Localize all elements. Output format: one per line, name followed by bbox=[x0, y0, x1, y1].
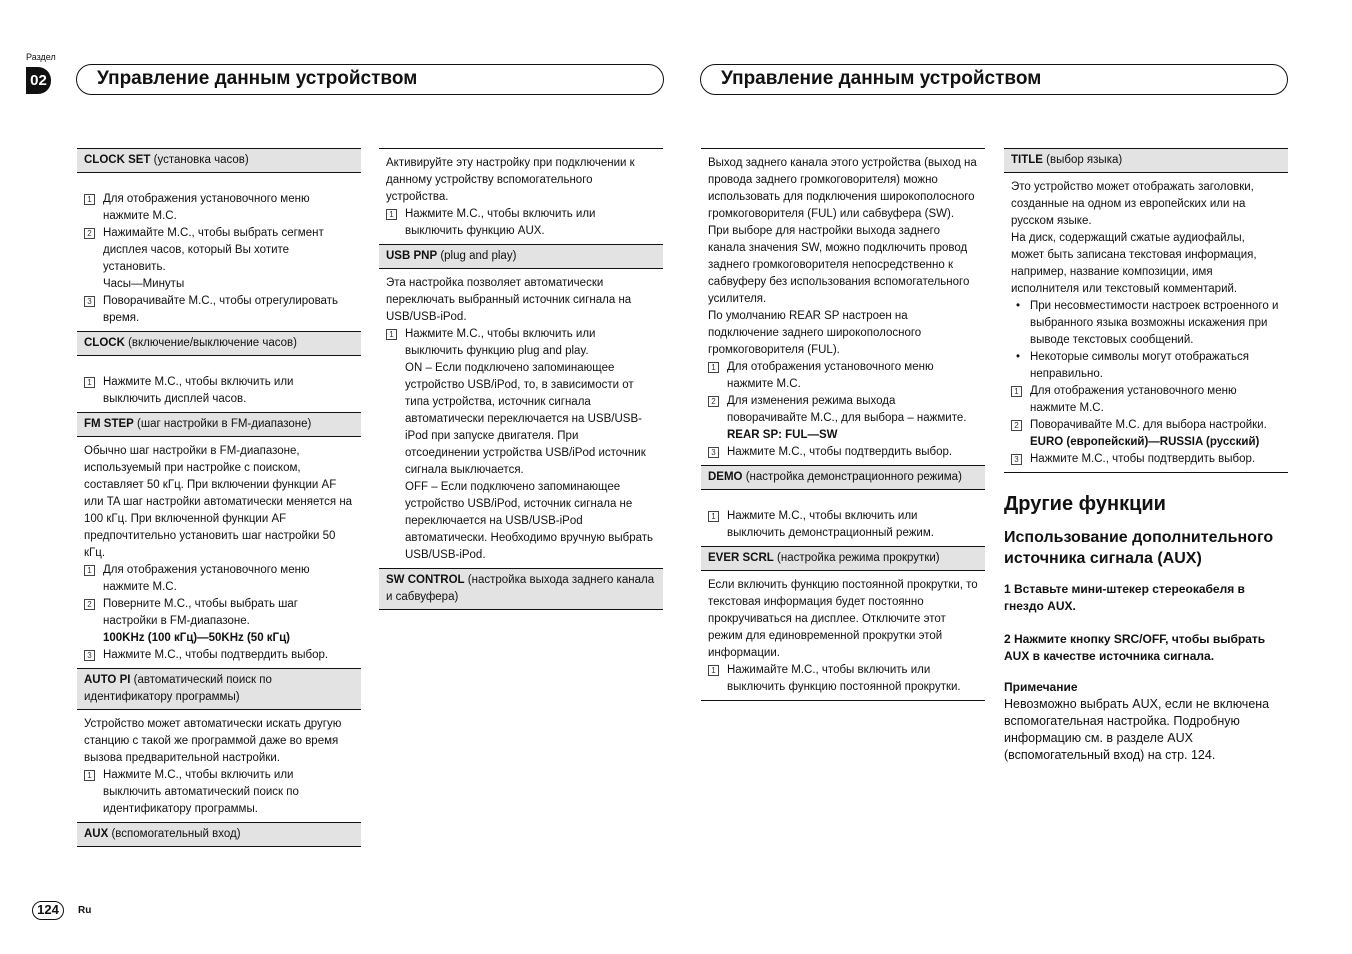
instruction-step-2: 2 Нажмите кнопку SRC/OFF, чтобы выбрать AUX в качестве источника сигнала. bbox=[1004, 632, 1266, 663]
option-on: ON – Если подключено запоминающее устройство USB/iPod, то, в зависимости от типа устройства, источник сигнала автоматически переключается на USB/USB-iPod при запуске двигателя. При отсоединении устройства USB/iPod источник сигнала выключается. bbox=[405, 362, 646, 476]
demo-body bbox=[701, 490, 985, 546]
step-item: 2 Поворачивайте M.C. для выбора настройки. bbox=[1011, 417, 1281, 434]
aux-body bbox=[379, 148, 663, 244]
note-text: Невозможно выбрать AUX, если не включена вспомогательная настройка. Подробную информацию см. в разделе AUX (вспомогательный вход) на стр. 124. bbox=[1004, 697, 1270, 762]
sw-control-body bbox=[701, 148, 985, 465]
language-code: Ru bbox=[78, 905, 92, 916]
step-option: 100KHz (100 кГц)—50KHz (50 кГц) bbox=[103, 632, 290, 644]
paragraph: По умолчанию REAR SP настроен на подключение заднего широкополосного громкоговорителя (FUL). bbox=[708, 310, 922, 356]
auto-pi-box: AUTO PI (автоматический поиск по идентификатору программы) bbox=[77, 668, 361, 710]
paragraph: На диск, содержащий сжатые аудиофайлы, может быть записана текстовая информация, например, название композиции, имя исполнителя или текстовый комментарий. bbox=[1011, 232, 1257, 295]
bullet-item: • При несовместимости настроек встроенного и выбранного языка возможны искажения при выводе текстовых сообщений. bbox=[1011, 298, 1281, 349]
column-1 bbox=[77, 148, 361, 847]
column-2 bbox=[379, 148, 663, 610]
clock-box: CLOCK (включение/выключение часов) bbox=[77, 331, 361, 356]
step-item: 3 Нажмите M.C., чтобы подтвердить выбор. bbox=[708, 444, 978, 461]
paragraph: Это устройство может отображать заголовки, созданные на одном из европейских или на русском языке. bbox=[1011, 181, 1254, 227]
column-3 bbox=[701, 148, 985, 701]
step-item: 3 Поворачивайте M.C., чтобы отрегулировать время. bbox=[84, 293, 354, 327]
step-item: 1 Нажмите M.C., чтобы включить или выключить функцию AUX. bbox=[386, 206, 656, 240]
title-box: TITLE (выбор языка) bbox=[1004, 148, 1288, 173]
clock-set-box: CLOCK SET (установка часов) bbox=[77, 148, 361, 173]
usb-pnp-box: USB PNP (plug and play) bbox=[379, 244, 663, 269]
fm-step-box: FM STEP (шаг настройки в FM-диапазоне) bbox=[77, 412, 361, 437]
paragraph: Если включить функцию постоянной прокрутки, то текстовая информация будет постоянно прокручиваться на дисплее. Отключите этот режим для единовременной прокрутки этой информации. bbox=[708, 579, 978, 659]
clock-body bbox=[77, 356, 361, 412]
ever-scrl-box: EVER SCRL (настройка режима прокрутки) bbox=[701, 546, 985, 571]
step-item: 3 Нажмите M.C., чтобы подтвердить выбор. bbox=[1011, 451, 1281, 468]
fm-step-body bbox=[77, 437, 361, 668]
sw-control-box: SW CONTROL (настройка выхода заднего канала и сабвуфера) bbox=[379, 568, 663, 610]
step-item: 1 Нажимайте M.C., чтобы включить или выключить функцию постоянной прокрутки. bbox=[708, 662, 978, 696]
section-number-badge: 02 bbox=[26, 67, 51, 94]
step-item: 1 Нажмите M.C., чтобы включить или выключить демонстрационный режим. bbox=[708, 508, 978, 542]
step-option: REAR SP: FUL—SW bbox=[727, 429, 838, 441]
paragraph: Обычно шаг настройки в FM-диапазоне, используемый при настройке с поиском, составляет 50 кГц. При включении функции AF или TA шаг настройки автоматически меняется на 100 кГц. При включенной функции AF предпочтительно установить шаг настройки 50 кГц. bbox=[84, 445, 353, 559]
paragraph: Активируйте эту настройку при подключении к данному устройству вспомогательного устройства. bbox=[386, 157, 635, 203]
step-item: 1 Нажмите M.C., чтобы включить или выключить функцию plug and play. bbox=[386, 326, 656, 360]
step-item: 2 Поверните M.C., чтобы выбрать шаг настройки в FM-диапазоне. bbox=[84, 596, 354, 630]
step-item: 1 Для отображения установочного меню нажмите M.C. bbox=[84, 562, 354, 596]
ever-scrl-body bbox=[701, 571, 985, 701]
paragraph: Устройство может автоматически искать другую станцию с такой же программой даже во время вызова предварительной настройки. bbox=[84, 718, 342, 764]
page-number: 124 bbox=[32, 901, 64, 920]
option-off: OFF – Если подключено запоминающее устройство USB/iPod, источник сигнала не переключается на USB/USB-iPod автоматически. Необходимо вручную выбрать USB/USB-iPod. bbox=[405, 481, 654, 561]
step-option: Часы—Минуты bbox=[103, 278, 185, 290]
usb-pnp-body bbox=[379, 269, 663, 568]
section-label: Раздел bbox=[26, 52, 56, 62]
paragraph: Выход заднего канала этого устройства (выход на провода заднего громкоговорителя) можно использовать для подключения широкополосного громкоговорителя (FUL) или сабвуфера (SW). При выборе для настройки выхода заднего канала значения SW, можно подключить провод заднего громкоговорителя непосредственно к сабвуферу без использования вспомогательного усилителя. bbox=[708, 157, 977, 305]
title-body bbox=[1004, 173, 1288, 473]
instruction-step-1: 1 Вставьте мини-штекер стереокабеля в гнездо AUX. bbox=[1004, 582, 1245, 613]
column-4 bbox=[1004, 148, 1288, 764]
paragraph: Эта настройка позволяет автоматически переключать выбранный источник сигнала на USB/USB-iPod. bbox=[386, 277, 632, 323]
auto-pi-body bbox=[77, 710, 361, 822]
step-item: 1 Для отображения установочного меню нажмите M.C. bbox=[84, 191, 354, 225]
demo-box: DEMO (настройка демонстрационного режима) bbox=[701, 465, 985, 490]
page-header-right: Управление данным устройством bbox=[700, 64, 1288, 95]
aux-box: AUX (вспомогательный вход) bbox=[77, 822, 361, 847]
other-functions-heading: Другие функции bbox=[1004, 493, 1166, 515]
bullet-item: • Некоторые символы могут отображаться неправильно. bbox=[1011, 349, 1281, 383]
step-item: 1 Нажмите M.C., чтобы включить или выключить дисплей часов. bbox=[84, 374, 354, 408]
step-item: 1 Для отображения установочного меню нажмите M.C. bbox=[1011, 383, 1281, 417]
step-item: 3 Нажмите M.C., чтобы подтвердить выбор. bbox=[84, 647, 354, 664]
aux-usage-heading: Использование дополнительного источника сигнала (AUX) bbox=[1004, 529, 1274, 567]
step-item: 1 Для отображения установочного меню нажмите M.C. bbox=[708, 359, 978, 393]
note-title: Примечание bbox=[1004, 680, 1078, 694]
step-option: EURO (европейский)—RUSSIA (русский) bbox=[1030, 436, 1260, 448]
step-item: 1 Нажмите M.C., чтобы включить или выключить автоматический поиск по идентификатору программы. bbox=[84, 767, 354, 818]
clock-set-body bbox=[77, 173, 361, 331]
step-item: 2 Нажимайте M.C., чтобы выбрать сегмент дисплея часов, который Вы хотите установить. bbox=[84, 225, 354, 276]
page-header-left: Управление данным устройством bbox=[76, 64, 664, 95]
step-item: 2 Для изменения режима выхода поворачивайте M.C., для выбора – нажмите. bbox=[708, 393, 978, 427]
